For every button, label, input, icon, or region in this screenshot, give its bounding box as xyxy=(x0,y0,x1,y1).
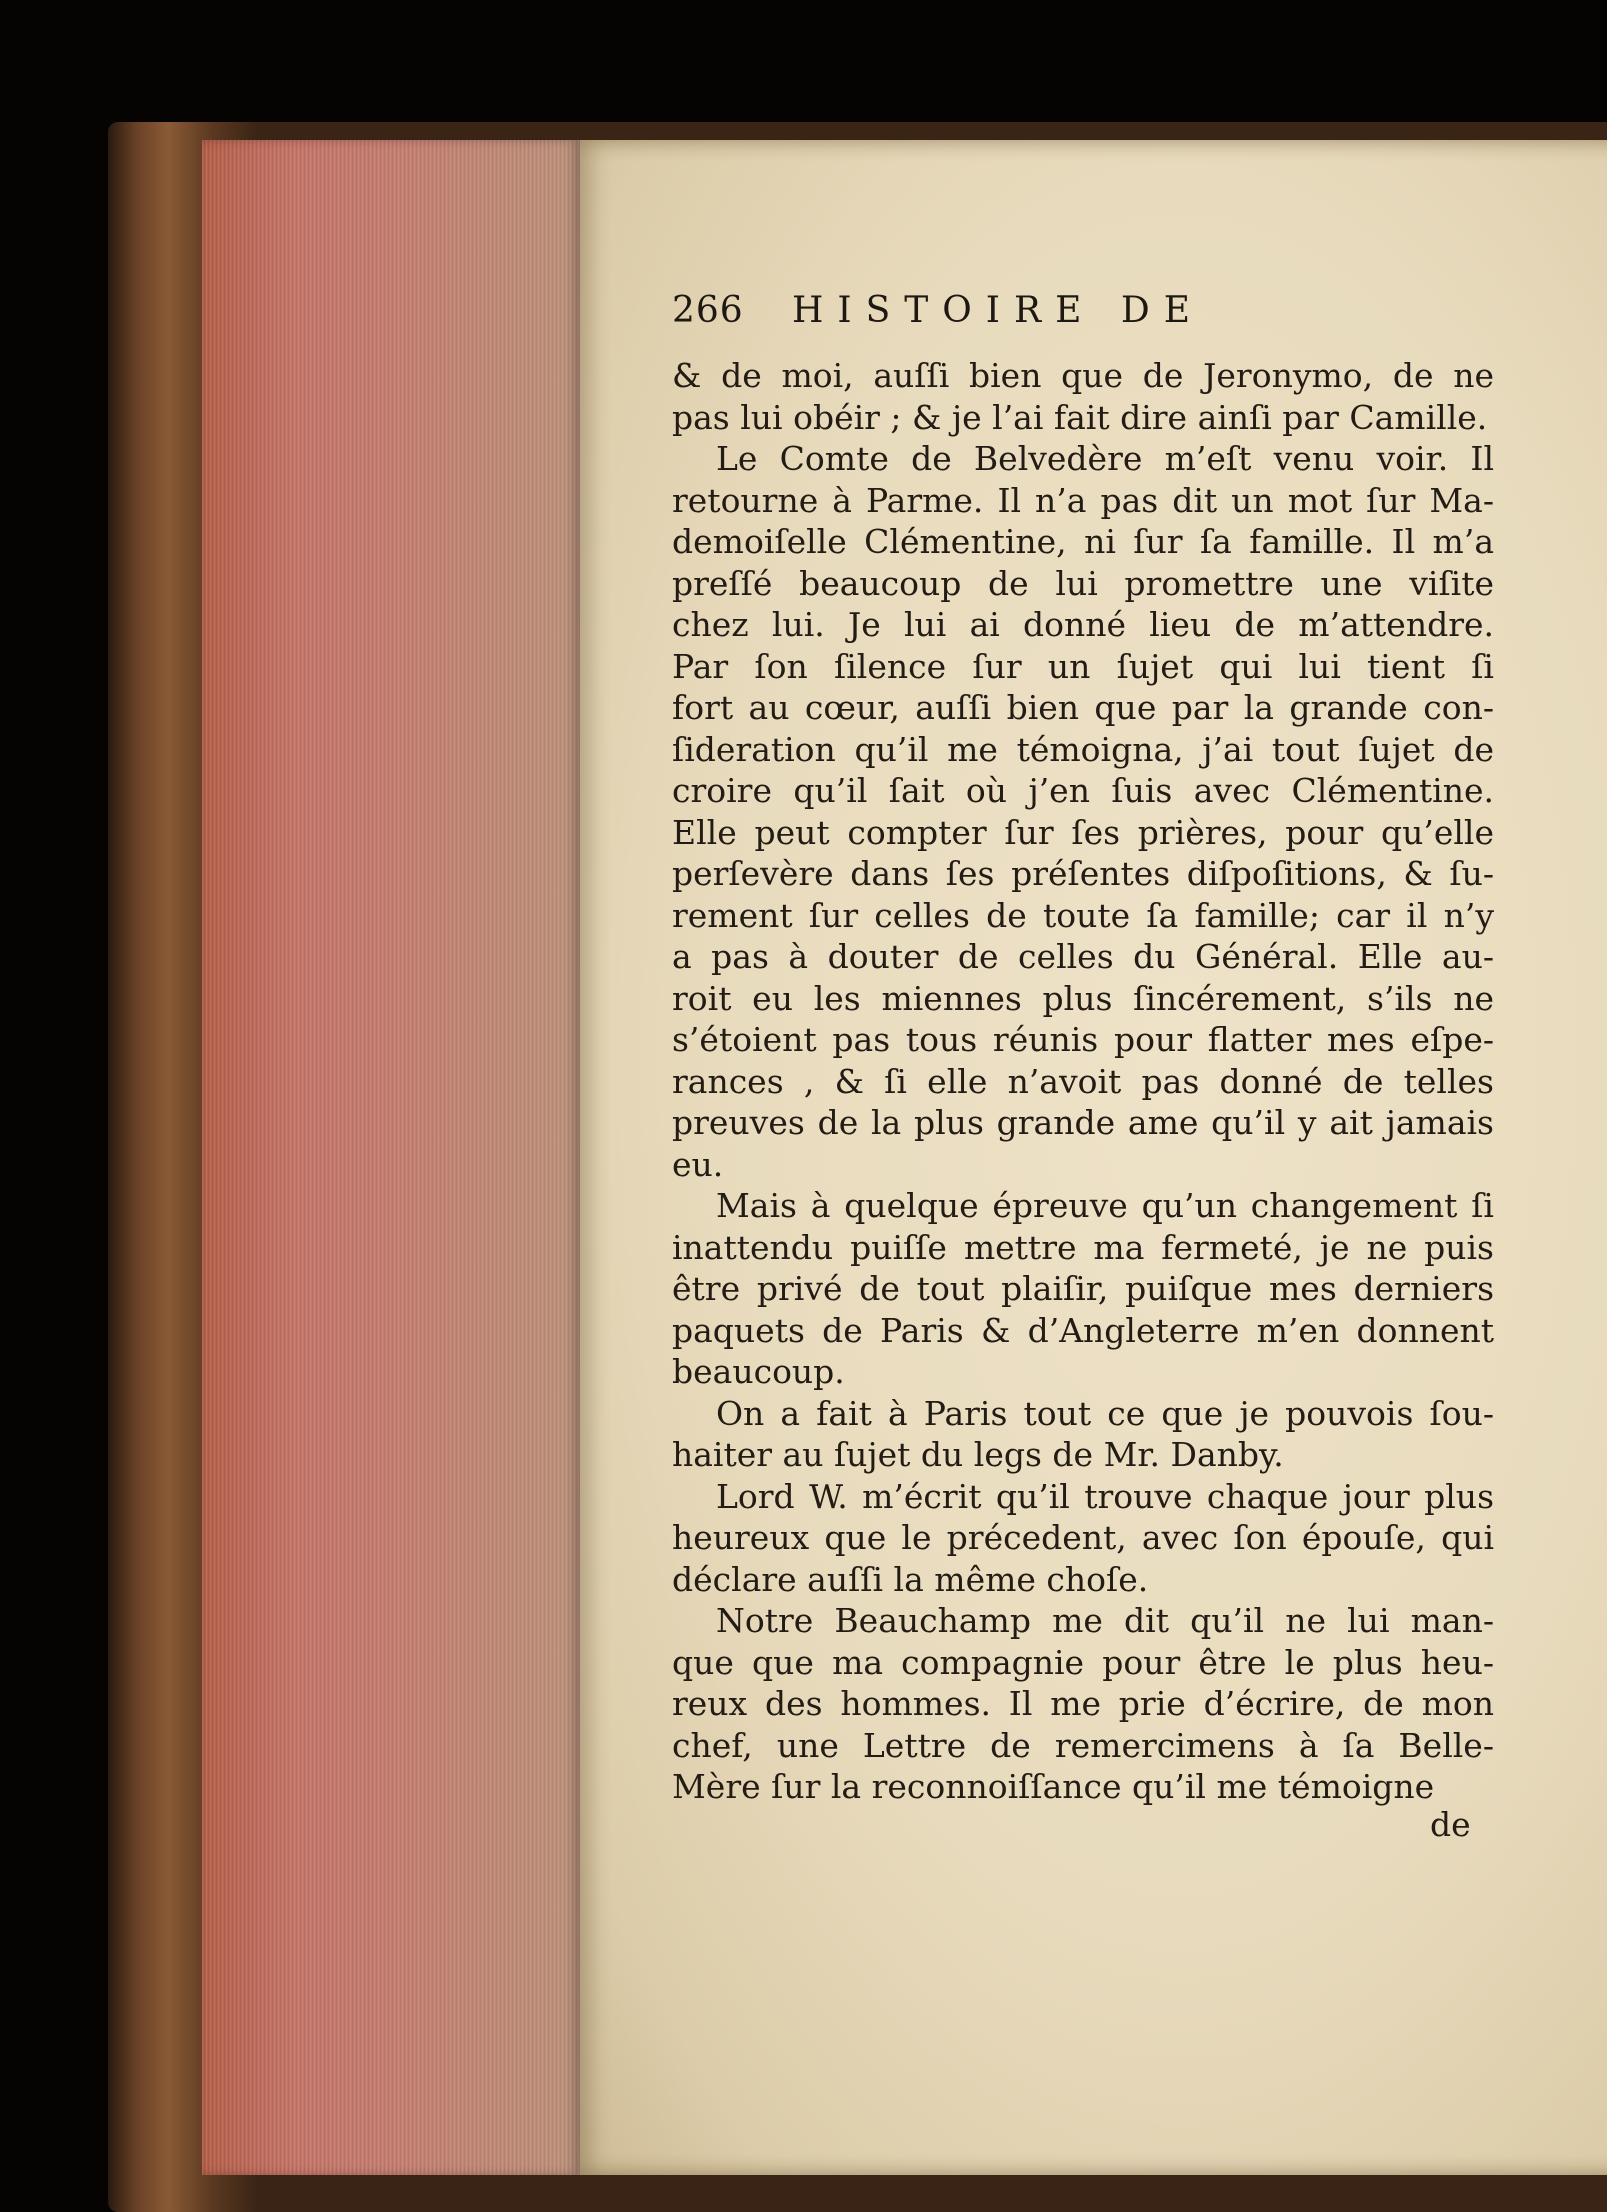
page-edges xyxy=(202,140,580,2175)
text-line: preſſé beaucoup de lui promettre une viſite xyxy=(672,563,1494,603)
paragraph xyxy=(672,438,1494,1185)
text-line: demoiſelle Clémentine, ni ſur ſa famille. Il m’a xyxy=(672,522,1494,561)
text-line: reux des hommes. Il me prie d’écrire, de mon xyxy=(672,1684,1494,1723)
text-line: Notre Beauchamp me dit qu’il ne lui man- xyxy=(716,1601,1494,1640)
running-head: HISTOIRE DE xyxy=(792,290,1204,331)
text-line: heureux que le précedent, avec ſon épouſe, qui xyxy=(672,1518,1494,1557)
paragraph xyxy=(672,1600,1494,1808)
text-line: rances , & ſi elle n’avoit pas donné de telles xyxy=(672,1061,1494,1101)
text-line: rement ſur celles de toute ſa famille; car il n’y xyxy=(672,895,1494,935)
text-line: perſevère dans ſes préſentes diſpoſitions, & ſu- xyxy=(672,854,1494,893)
text-line: On a fait à Paris tout ce que je pouvois ſou- xyxy=(716,1393,1494,1433)
text-line: Par ſon ſilence ſur un ſujet qui lui tient ſi xyxy=(672,646,1494,686)
paragraph xyxy=(672,355,1494,438)
paragraph xyxy=(672,1185,1494,1393)
text-line: a pas à douter de celles du Général. Elle au- xyxy=(672,937,1494,976)
text-line: paquets de Paris & d’Angleterre m’en donnent xyxy=(672,1310,1494,1350)
text-line: inattendu puiſſe mettre ma fermeté, je ne puis xyxy=(672,1227,1494,1267)
text-line: haiter au ſujet du legs de Mr. Danby. xyxy=(672,1435,1284,1474)
text-line: déclare auſſi la même choſe. xyxy=(672,1559,1149,1599)
page-header xyxy=(672,290,1412,350)
text-line: roit eu les miennes plus ſincérement, s’ils ne xyxy=(672,978,1494,1018)
text-line: Elle peut compter ſur ſes prières, pour qu’elle xyxy=(672,812,1494,852)
text-line: être privé de tout plaiſir, puiſque mes derniers xyxy=(672,1269,1494,1308)
paragraph xyxy=(672,1476,1494,1601)
paragraph xyxy=(672,1393,1494,1476)
text-line: Le Comte de Belvedère m’eſt venu voir. Il xyxy=(716,439,1494,478)
text-line: chef, une Lettre de remercimens à ſa Belle- xyxy=(672,1725,1494,1765)
text-line: Mais à quelque épreuve qu’un changement ſi xyxy=(716,1186,1494,1225)
text-line: Lord W. m’écrit qu’il trouve chaque jour plus xyxy=(716,1476,1494,1516)
text-line: & de moi, auſſi bien que de Jeronymo, de ne xyxy=(672,356,1494,395)
text-line: croire qu’il ſait où j’en ſuis avec Clémentine. xyxy=(672,771,1494,810)
catchword: de xyxy=(1430,1805,1471,1844)
text-line: pas lui obéir ; & je l’ai fait dire ainſi par Camille. xyxy=(672,397,1488,437)
text-block xyxy=(672,355,1494,1808)
text-line: ſideration qu’il me témoigna, j’ai tout ſujet de xyxy=(672,729,1494,769)
text-line: preuves de la plus grande ame qu’il y ait jamais eu. xyxy=(672,1103,1494,1184)
text-line: que que ma compagnie pour être le plus heu- xyxy=(672,1642,1494,1682)
text-line: retourne à Parme. Il n’a pas dit un mot ſur Ma- xyxy=(672,480,1494,520)
text-line: s’étoient pas tous réunis pour flatter mes eſpe- xyxy=(672,1020,1494,1059)
page-number: 266 xyxy=(672,290,744,331)
text-line: Mère ſur la reconnoiſſance qu’il me témoigne xyxy=(672,1767,1435,1806)
text-line: beaucoup. xyxy=(672,1352,845,1391)
text-line: chez lui. Je lui ai donné lieu de m’attendre. xyxy=(672,605,1494,644)
text-line: fort au cœur, auſſi bien que par la grande con- xyxy=(672,688,1494,727)
